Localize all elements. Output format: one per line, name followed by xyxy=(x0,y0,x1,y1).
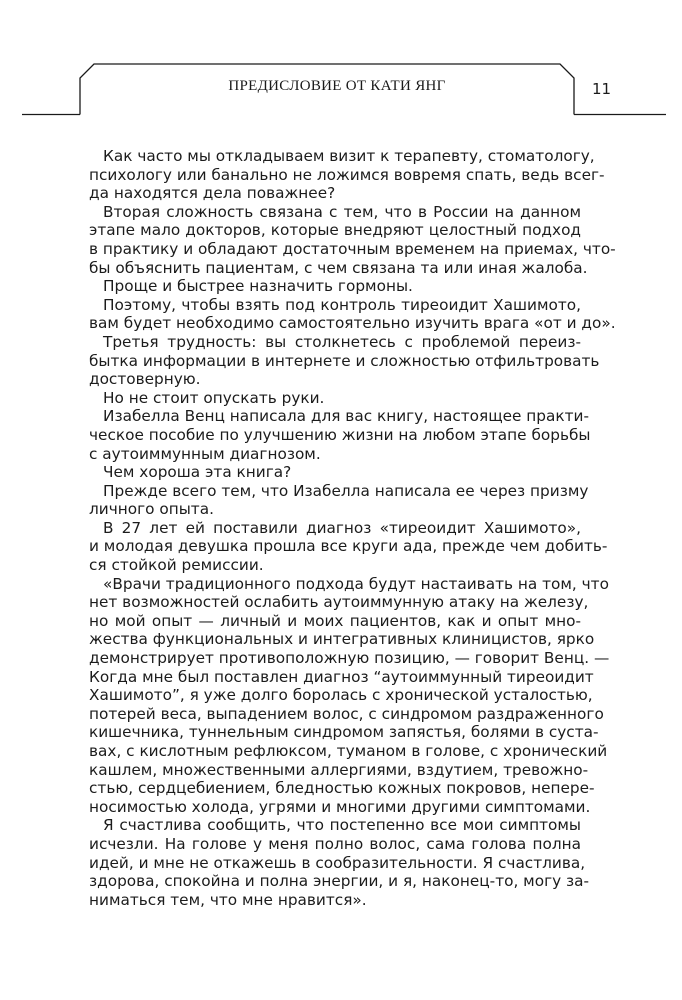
text-line: здорова, спокойна и полна энергии, и я, наконец-то, могу за- xyxy=(89,872,590,891)
text-line: Хашимото”, я уже долго боролась с хронической усталостью, xyxy=(89,686,593,705)
text-line: психологу или банально не ложимся вовремя спать, ведь всег- xyxy=(89,165,605,184)
text-line: Вторая сложность связана с тем, что в России на данном xyxy=(103,202,581,221)
text-line: бы объяснить пациентам, с чем связана та или иная жалоба. xyxy=(89,258,588,277)
text-line: Проще и быстрее назначить гормоны. xyxy=(103,277,413,296)
text-line: Чем хороша эта книга? xyxy=(103,463,292,482)
text-line: кишечника, туннельным синдромом запястья, болями в суста- xyxy=(89,723,599,742)
text-line: ческое пособие по улучшению жизни на любом этапе борьбы xyxy=(89,425,591,444)
text-line: жества функциональных и интегративных клиницистов, ярко xyxy=(89,630,595,649)
text-line: вам будет необходимо самостоятельно изучить врага «от и до». xyxy=(89,314,616,333)
text-line: ниматься тем, что мне нравится». xyxy=(89,890,367,909)
text-line: демонстрирует противоположную позицию, — говорит Венц. — xyxy=(89,649,610,668)
text-line: бытка информации в интернете и сложностью отфильтровать xyxy=(89,351,600,370)
text-line: личного опыта. xyxy=(89,500,214,519)
text-line: с аутоиммунным диагнозом. xyxy=(89,444,321,463)
body-text xyxy=(89,147,616,909)
text-line: «Врачи традиционного подхода будут настаивать на том, что xyxy=(103,574,609,593)
text-line: исчезли. На голове у меня полно волос, сама голова полна xyxy=(89,834,581,853)
text-line: идей, и мне не откажешь в сообразительности. Я счастлива, xyxy=(89,853,586,872)
text-line: Я счастлива сообщить, что постепенно все мои симптомы xyxy=(103,816,581,835)
text-line: нет возможностей ослабить аутоиммунную атаку на железу, xyxy=(89,593,589,612)
text-line: Поэтому, чтобы взять под контроль тиреоидит Хашимото, xyxy=(103,295,581,314)
text-line: этапе мало докторов, которые внедряют целостный подход xyxy=(89,221,581,240)
text-line: и молодая девушка прошла все круги ада, прежде чем добить- xyxy=(89,537,608,556)
page-number: 11 xyxy=(592,80,612,98)
header-frame xyxy=(0,0,682,130)
text-line: ся стойкой ремиссии. xyxy=(89,556,264,575)
text-line: кашлем, множественными аллергиями, вздутием, тревожно- xyxy=(89,760,589,779)
text-line: Как часто мы откладываем визит к терапевту, стоматологу, xyxy=(103,147,595,165)
text-line: носимостью холода, угрями и многими другими симптомами. xyxy=(89,797,591,816)
text-line: в практику и обладают достаточным временем на приемах, что- xyxy=(89,239,616,258)
text-line: Изабелла Венц написала для вас книгу, настоящее практи- xyxy=(103,407,590,426)
text-line: Но не стоит опускать руки. xyxy=(103,388,325,407)
text-line: стью, сердцебиением, бледностью кожных покровов, непере- xyxy=(89,779,595,798)
text-line: да находятся дела поважнее? xyxy=(89,184,336,203)
text-line: Третья трудность: вы столкнетесь с проблемой переиз- xyxy=(103,332,581,351)
running-title: ПРЕДИСЛОВИЕ ОТ КАТИ ЯНГ xyxy=(228,78,446,94)
text-line: вах, с кислотным рефлюксом, туманом в голове, с хронический xyxy=(89,742,608,760)
text-line: достоверную. xyxy=(89,370,201,389)
text-line: В 27 лет ей поставили диагноз «тиреоидит Хашимото», xyxy=(103,518,581,537)
text-line: Прежде всего тем, что Изабелла написала ее через призму xyxy=(103,481,589,500)
text-line: но мой опыт — личный и моих пациентов, как и опыт мно- xyxy=(89,611,581,630)
text-line: потерей веса, выпадением волос, с синдромом раздраженного xyxy=(89,704,604,723)
text-line: Когда мне был поставлен диагноз “аутоиммунный тиреоидит xyxy=(89,667,594,686)
